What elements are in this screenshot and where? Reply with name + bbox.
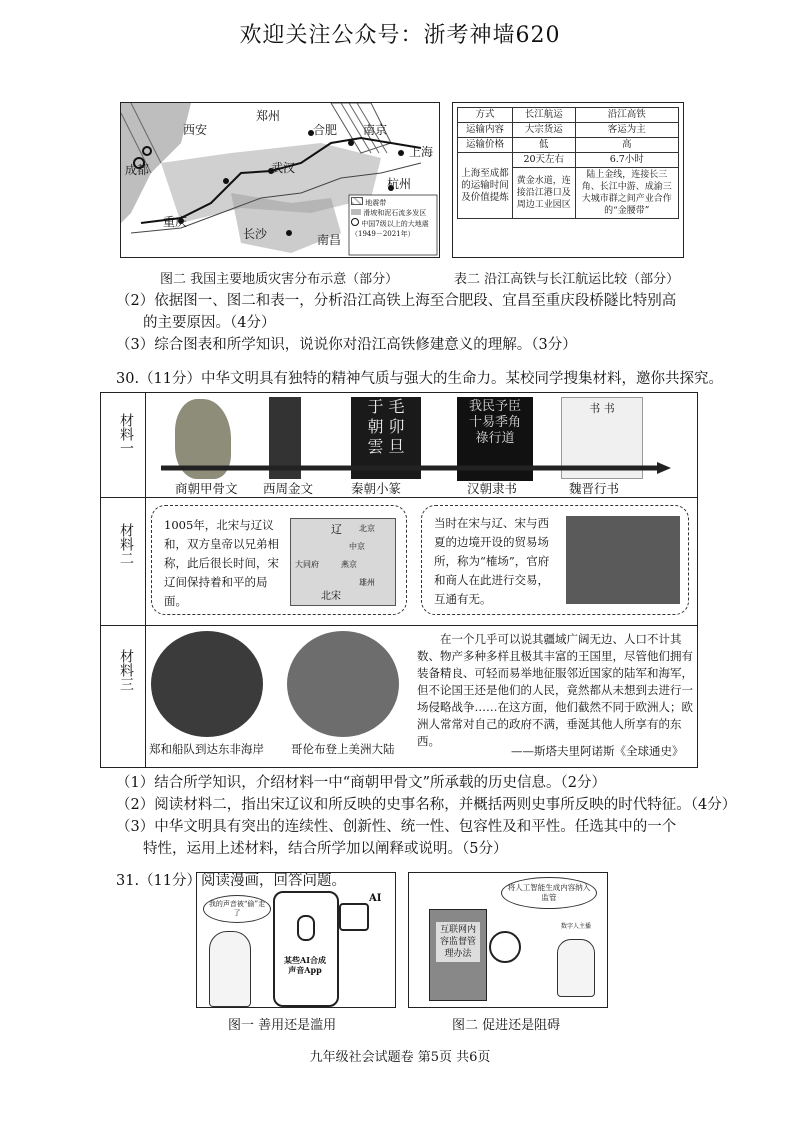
table-cell: 黄金水道，连接沿江港口及周边工业园区: [513, 168, 576, 219]
table-row: [458, 138, 679, 153]
columbus-caption: 哥伦布登上美洲大陆: [291, 742, 395, 756]
table2-frame: [452, 102, 684, 258]
material2-left-box: [151, 505, 407, 615]
table-row: [458, 153, 679, 168]
table-row: [458, 123, 679, 138]
cartoon1-phone: [273, 891, 339, 1007]
map-city-nanchang: 南昌: [317, 233, 342, 247]
q30-question-1: （1）结合所学知识，介绍材料一中“商朝甲骨文”所承载的历史信息。（2分）: [116, 775, 607, 791]
q30-stem: 30.（11分）中华文明具有独特的精神气质与强大的生命力。某校同学搜集材料，邀你共探究。: [116, 371, 724, 387]
cartoon1-bubble: 我的声音被“偷”走了: [203, 895, 271, 923]
table-cell: 运输内容: [458, 123, 513, 138]
running-script-image: 书 书: [561, 397, 643, 479]
legend-item-landslide: 滑坡和泥石流多发区: [351, 208, 437, 218]
magnifier-icon: [489, 931, 521, 963]
timeline-label-5: 魏晋行书: [569, 481, 620, 496]
zhenghe-fleet-image: [151, 631, 263, 737]
map-city-zhengzhou: 郑州: [256, 109, 281, 123]
material3-label: 材料三: [118, 649, 134, 691]
cartoon2-small-label: 数字人主播: [561, 923, 592, 930]
zhenghe-caption: 郑和船队到达东非海岸: [149, 742, 264, 756]
q30-materials: [100, 392, 698, 768]
cartoon1-man: [209, 931, 251, 1007]
timeline-arrow: [161, 461, 671, 475]
figure2-map: [120, 102, 440, 258]
legend-item-seismic: 地震带: [351, 197, 437, 208]
material2-right-box: [421, 505, 689, 615]
table-header: 方式: [458, 108, 513, 123]
map-city-hefei: 合肥: [313, 123, 338, 137]
map-label: 燕京: [341, 560, 357, 569]
table-cell: 客运为主: [575, 123, 678, 138]
microphone-icon: [297, 915, 315, 941]
table-cell: 上海至成都的运输时间及价值提炼: [458, 153, 513, 219]
cartoon2-caption: 图二 促进还是阻碍: [452, 1018, 561, 1033]
table-header: 长江航运: [513, 108, 576, 123]
megaphone-icon: [339, 903, 369, 931]
song-liao-map: [290, 518, 396, 606]
trade-market-image: [566, 516, 680, 604]
material3-quote: 在一个几乎可以说其疆域广阔无边、人口不计其数、物产多种多样且极其丰富的王国里，尽管他们拥有装备精良、可轻而易举地征服邻近国家的陆军和海军，但不论国王还是他们的人民，竟然都从未想到去进行一场侵略战争……在这方面，他们截然不同于欧洲人；欧洲人常常对自己的政府不满，垂涎其他人所享有的东西。: [417, 632, 693, 748]
map-city-nanjing: 南京: [363, 123, 388, 137]
page-footer: 九年级社会试题卷 第5页 共6页: [309, 1050, 491, 1065]
cartoon1-caption: 图一 善用还是滥用: [228, 1018, 337, 1033]
q29-line-2: 的主要原因。（4分）: [143, 315, 276, 331]
table-cell: 6.7小时: [575, 153, 678, 168]
table-cell: 陆上金线，连接长三角、长江中游、成渝三大城市群之间产业合作的“金腰带”: [575, 168, 678, 219]
map-label: 北京: [359, 524, 375, 533]
q31-stem: 31.（11分）阅读漫画，回答问题。: [116, 873, 347, 889]
cartoon1-ai-label: AI: [369, 893, 382, 904]
q29-line-1: （2）依据图一、图二和表一，分析沿江高铁上海至合肥段、宜昌至重庆段桥隧比特别高: [116, 293, 677, 309]
timeline-label-2: 西周金文: [263, 481, 314, 496]
timeline-label-3: 秦朝小篆: [351, 481, 402, 496]
table-cell: 20天左右: [513, 153, 576, 168]
clerical-script-image: 我民予臣 十易季角 祿行道: [457, 397, 533, 481]
material2-label: 材料二: [118, 523, 134, 565]
table2: [457, 107, 679, 219]
map-label: 大同府: [295, 560, 319, 569]
cartoon1-phone-label: 某些AI合成声音App: [284, 955, 326, 975]
map-label: 辽: [331, 523, 342, 536]
cartoon2-book: [429, 909, 487, 1001]
cartoon2-person: [557, 939, 595, 997]
map-city-xian: 西安: [183, 123, 208, 137]
table-cell: 大宗货运: [513, 123, 576, 138]
table-cell: 运输价格: [458, 138, 513, 153]
table-header: 沿江高铁: [575, 108, 678, 123]
material3-source: ——斯塔夫里阿诺斯《全球通史》: [511, 744, 684, 758]
cartoon2-book-label: 互联网内容监督管理办法: [436, 922, 480, 962]
q30-question-3: （3）中华文明具有突出的连续性、创新性、统一性、包容性及和平性。任选其中的一个: [116, 819, 677, 835]
q29-line-3: （3）综合图表和所学知识，说说你对沿江高铁修建意义的理解。（3分）: [116, 337, 577, 353]
map-city-changsha: 长沙: [243, 227, 268, 241]
table-cell: 低: [513, 138, 576, 153]
map-city-hangzhou: 杭州: [387, 177, 412, 191]
cartoon1: [196, 872, 396, 1008]
map-legend: [351, 197, 437, 239]
map-label: 北宋: [321, 591, 341, 602]
figure2-caption: 图二 我国主要地质灾害分布示意（部分）: [160, 272, 399, 287]
map-city-shanghai: 上海: [409, 145, 434, 159]
table2-caption: 表二 沿江高铁与长江航运比较（部分）: [454, 272, 680, 287]
material1-label: 材料一: [118, 413, 134, 455]
map-city-chongqing: 重庆: [163, 215, 188, 229]
columbus-image: [287, 631, 399, 737]
page-header: 欢迎关注公众号：浙考神墙620: [239, 23, 561, 48]
cartoon2-bubble: 将人工智能生成内容纳入监管: [501, 877, 597, 909]
cartoon2: [408, 872, 608, 1008]
map-city-chengdu: 成都: [125, 163, 150, 177]
legend-item-earthquake: 中国7级以上的大地震（1949－2021年）: [351, 220, 429, 238]
seal-script-image: 于 毛 朝 卯 雲 旦: [351, 397, 421, 479]
timeline-label-4: 汉朝隶书: [467, 481, 518, 496]
q30-question-3-cont: 特性，运用上述材料，结合所学加以阐释或说明。（5分）: [143, 841, 508, 857]
map-label: 中京: [349, 542, 365, 551]
map-label: 雄州: [359, 578, 375, 587]
q30-question-2: （2）阅读材料二，指出宋辽议和所反映的史事名称，并概括两则史事所反映的时代特征。（4分）: [116, 797, 737, 813]
table-cell: 高: [575, 138, 678, 153]
material2-right-text: 当时在宋与辽、宋与西夏的边境开设的贸易场所，称为“榷场”，官府和商人在此进行交易，互通有无。: [434, 516, 550, 606]
map-city-wuhan: 武汉: [271, 161, 296, 175]
material2-left-text: 1005年，北宋与辽议和，双方皇帝以兄弟相称，此后很长时间，宋辽间保持着和平的局面。: [164, 518, 279, 608]
table-row: [458, 108, 679, 123]
timeline-label-1: 商朝甲骨文: [175, 481, 238, 496]
